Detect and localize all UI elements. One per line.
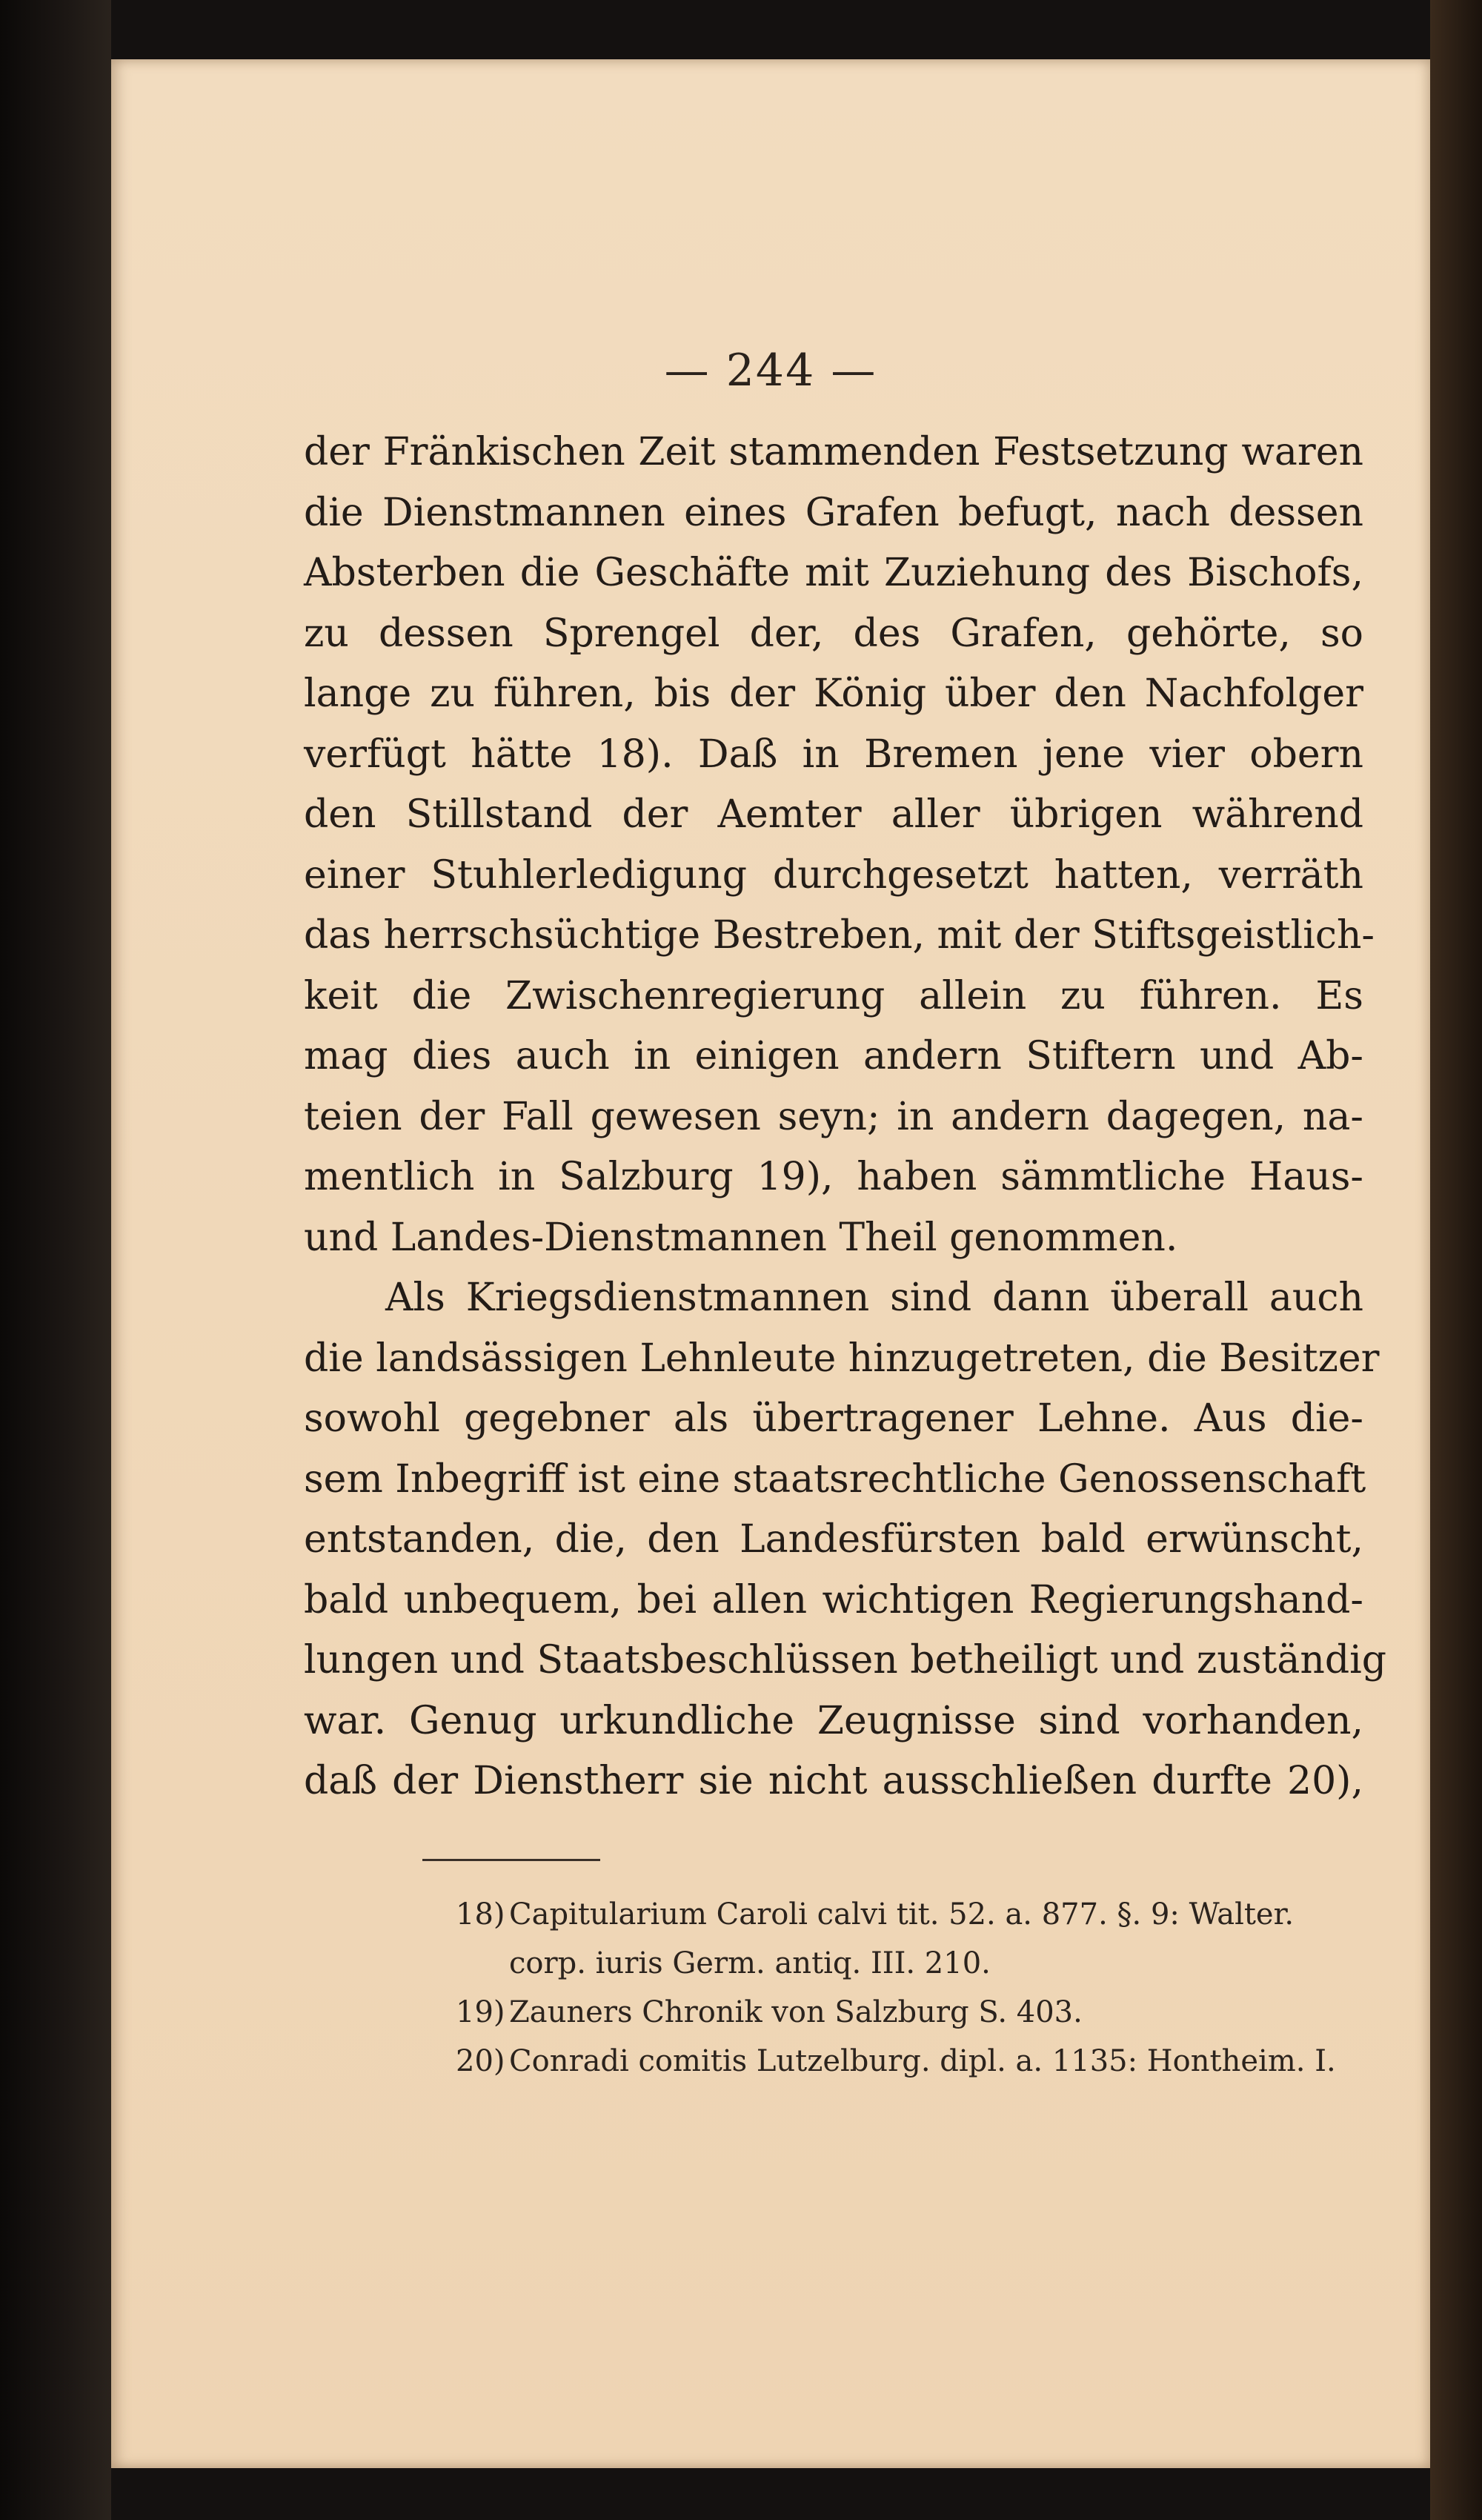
text-line: der Fränkischen Zeit stammenden Festsetzung waren [304, 430, 1363, 474]
footnotes [456, 1890, 1375, 2086]
footnote-20 [456, 2037, 1375, 2086]
text-line: teien der Fall gewesen seyn; in andern dagegen, na- [304, 1094, 1363, 1139]
footnote-19 [456, 1988, 1375, 2037]
text-line: und Landes-Dienstmannen Theil genommen. [304, 1215, 1178, 1260]
text-line: war. Genug urkundliche Zeugnisse sind vorhanden, [304, 1698, 1363, 1743]
footnote-text: Capitularium Caroli calvi tit. 52. a. 877. §. 9: Walter. [509, 1897, 1295, 1932]
page-number: — 244 — [664, 345, 877, 397]
book-cover-right-edge [1430, 0, 1482, 2520]
text-line: den Stillstand der Aemter aller übrigen während [304, 792, 1363, 837]
footnote-text: corp. iuris Germ. antiq. III. 210. [509, 1946, 991, 1980]
footnote-number: 18) [456, 1897, 505, 1932]
text-line: verfügt hätte 18). Daß in Bremen jene vier obern [304, 732, 1363, 777]
text-line: sem Inbegriff ist eine staatsrechtliche Genossenschaft [304, 1456, 1366, 1502]
text-line: sowohl gegebner als übertragener Lehne. Aus die- [304, 1396, 1363, 1441]
footnote-text: Conradi comitis Lutzelburg. dipl. a. 1135: Hontheim. I. [509, 2044, 1336, 2078]
footnote-number: 20) [456, 2044, 505, 2078]
text-line: lange zu führen, bis der König über den Nachfolger [304, 672, 1363, 716]
footnote-divider [422, 1859, 600, 1861]
footnote-number: 19) [456, 1995, 505, 2029]
text-line: lungen und Staatsbeschlüssen betheiligt und zuständig [304, 1638, 1387, 1682]
text-line: das herrschsüchtige Bestreben, mit der Stiftsgeistlich- [304, 913, 1375, 958]
text-line: entstanden, die, den Landesfürsten bald erwünscht, [304, 1517, 1363, 1562]
text-line: mag dies auch in einigen andern Stiftern und Ab- [304, 1034, 1363, 1078]
text-line: einer Stuhlerledigung durchgesetzt hatten, verräth [304, 852, 1363, 898]
text-line: Als Kriegsdienstmannen sind dann überall auch [385, 1276, 1363, 1320]
footnote-text: Zauners Chronik von Salzburg S. 403. [509, 1995, 1083, 2029]
text-line: keit die Zwischenregierung allein zu führen. Es [304, 973, 1363, 1018]
text-line: Absterben die Geschäfte mit Zuziehung des Bischofs, [304, 551, 1363, 595]
footnote-18 [456, 1890, 1375, 1988]
text-line: mentlich in Salzburg 19), haben sämmtliche Haus- [304, 1155, 1363, 1199]
book-cover-left-edge [0, 0, 111, 2520]
body-text [304, 422, 1387, 1812]
text-line: bald unbequem, bei allen wichtigen Regierungshand- [304, 1577, 1363, 1622]
text-line: die landsässigen Lehnleute hinzugetreten, die Besitzer [304, 1336, 1380, 1381]
text-line: zu dessen Sprengel der, des Grafen, gehörte, so [304, 611, 1363, 656]
text-line: daß der Dienstherr sie nicht ausschließen durfte 20), [304, 1759, 1363, 1803]
text-line: die Dienstmannen eines Grafen befugt, nach dessen [304, 490, 1363, 535]
